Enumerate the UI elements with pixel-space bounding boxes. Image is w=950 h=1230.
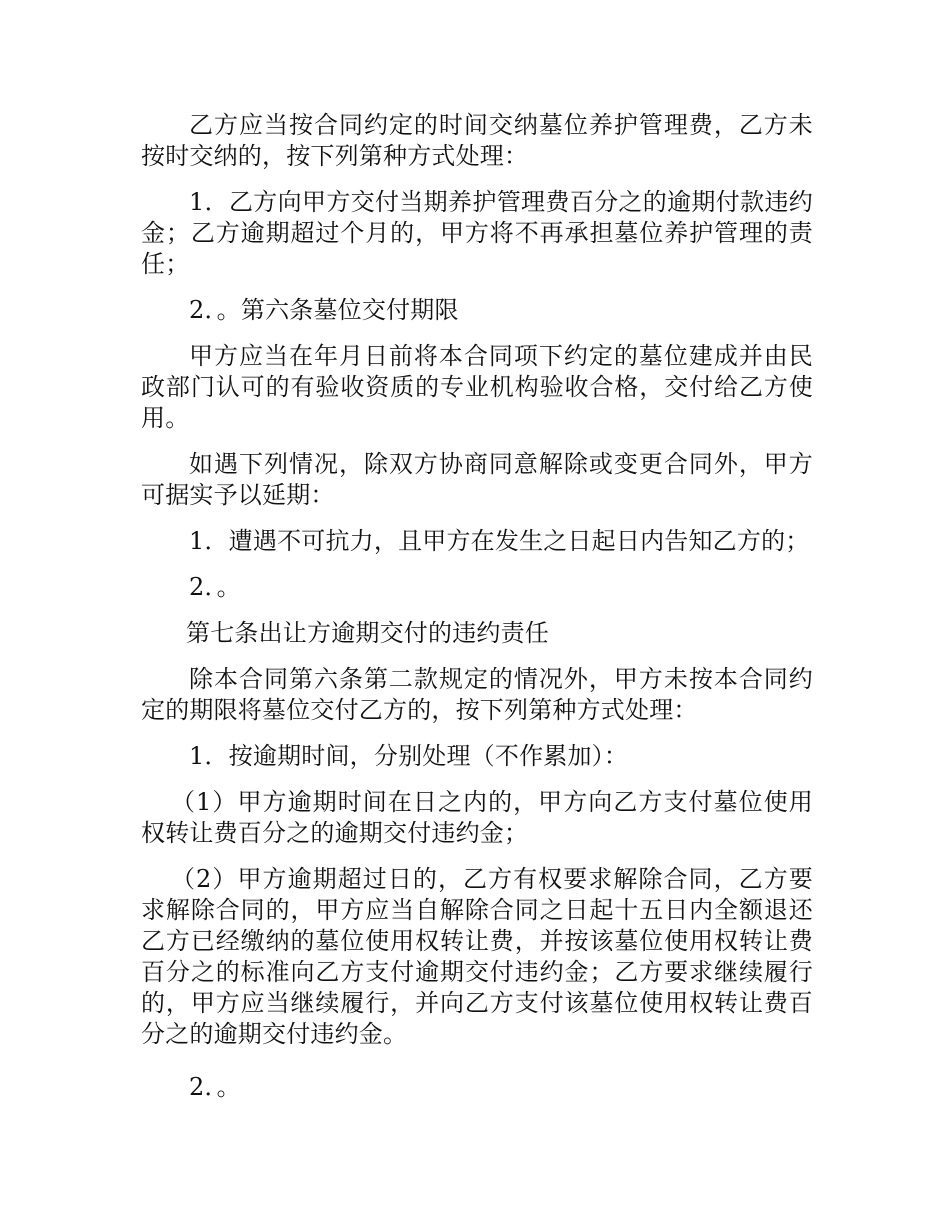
paragraph-extension-conditions: 如遇下列情况，除双方协商同意解除或变更合同外，甲方可据实予以延期：	[141, 450, 813, 509]
paragraph-item-2-final: 2．。	[189, 1073, 241, 1101]
paragraph-delivery-deadline: 甲方应当在年月日前将本合同项下约定的墓位建成并由民政部门认可的有验收资质的专业机构验收合格，交付给乙方使用。	[141, 342, 813, 432]
document-body	[141, 110, 813, 1118]
paragraph-item-2-blank: 2．。	[189, 573, 241, 601]
article-7-heading: 第七条出让方逾期交付的违约责任	[186, 619, 549, 647]
paragraph-subitem-2: （2）甲方逾期超过日的，乙方有权要求解除合同，乙方要求解除合同的，甲方应当自解除合同之日起十五日内全额退还乙方已经缴纳的墓位使用权转让费，并按该墓位使用权转让费百分之的标准向乙方支付逾期交付违约金；乙方要求继续履行的，甲方应当继续履行，并向乙方支付该墓位使用权转让费百分之的逾期交付违约金。	[141, 865, 813, 1048]
paragraph-item-1-by-overdue-time: 1．按逾期时间，分别处理（不作累加）：	[189, 742, 629, 770]
paragraph-item-1-force-majeure: 1．遭遇不可抗力，且甲方在发生之日起日内告知乙方的；	[189, 527, 810, 555]
paragraph-late-delivery-handling: 除本合同第六条第二款规定的情况外，甲方未按本合同约定的期限将墓位交付乙方的，按下列第种方式处理：	[141, 665, 813, 724]
paragraph-item-2-article-6-heading: 2．。第六条墓位交付期限	[189, 296, 459, 324]
paragraph-maintenance-fee: 乙方应当按合同约定的时间交纳墓位养护管理费，乙方未按时交纳的，按下列第种方式处理：	[141, 111, 813, 170]
paragraph-subitem-1: （1）甲方逾期时间在日之内的，甲方向乙方支付墓位使用权转让费百分之的逾期交付违约金；	[141, 788, 813, 847]
paragraph-item-1-late-penalty: 1．乙方向甲方交付当期养护管理费百分之的逾期付款违约金；乙方逾期超过个月的，甲方将不再承担墓位养护管理的责任；	[141, 188, 813, 278]
